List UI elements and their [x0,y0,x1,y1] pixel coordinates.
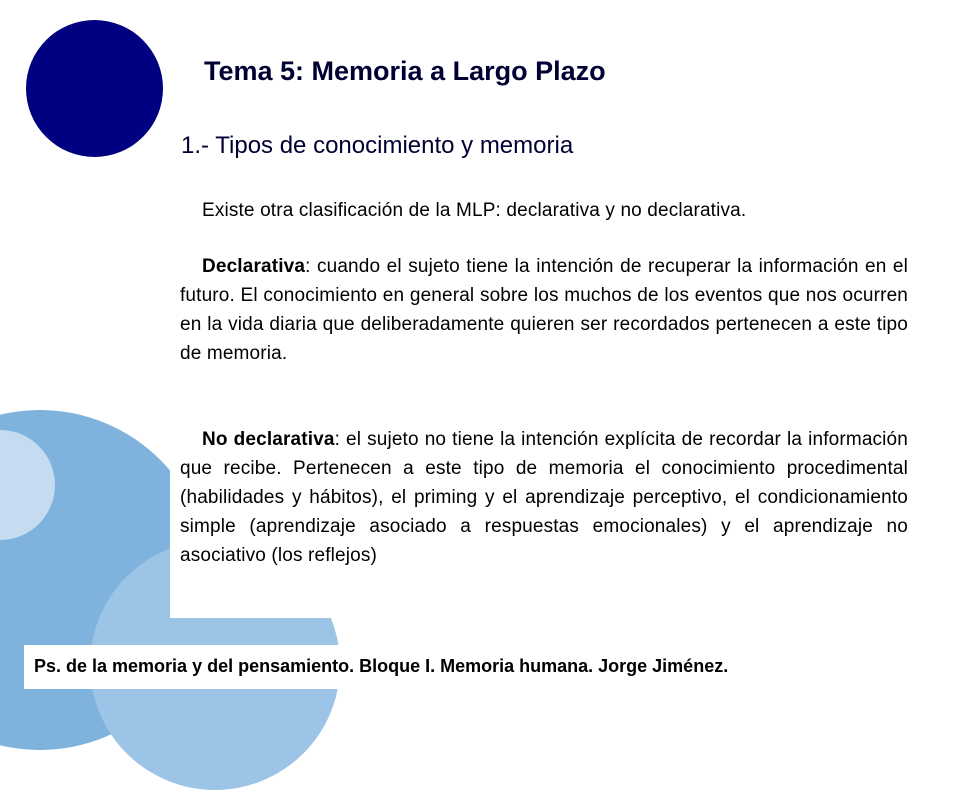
no-declarativa-term: No declarativa [202,429,335,450]
no-declarativa-paragraph [180,425,908,570]
declarativa-term: Declarativa [202,256,306,277]
declarativa-text: : cuando el sujeto tiene la intención de recuperar la información en el futuro. El conocimiento en general sobre los muchos de los eventos que nos ocurren en la vida diaria que deliberadamente quieren ser recordados pertenecen a este tipo de memoria. [180,256,908,364]
footer-text: Ps. de la memoria y del pensamiento. Bloque I. Memoria humana. Jorge Jiménez. [34,656,729,676]
slide-subtitle: 1.- Tipos de conocimiento y memoria [181,132,574,159]
slide-title: Tema 5: Memoria a Largo Plazo [204,56,606,86]
dark-blue-circle-decoration [26,20,163,157]
declarativa-paragraph [180,252,908,368]
intro-paragraph [180,196,908,225]
footer-bar [24,645,936,689]
intro-text: Existe otra clasificación de la MLP: declarativa y no declarativa. [202,200,747,221]
no-declarativa-text: : el sujeto no tiene la intención explícita de recordar la información que recibe. Pertenecen a este tipo de memoria el conocimiento procedimental (habilidades y hábitos), el priming y el aprendizaje perceptivo, el condicionamiento simple (aprendizaje asociado a respuestas emocionales) y el aprendizaje no asociativo (los reflejos) [180,429,908,566]
